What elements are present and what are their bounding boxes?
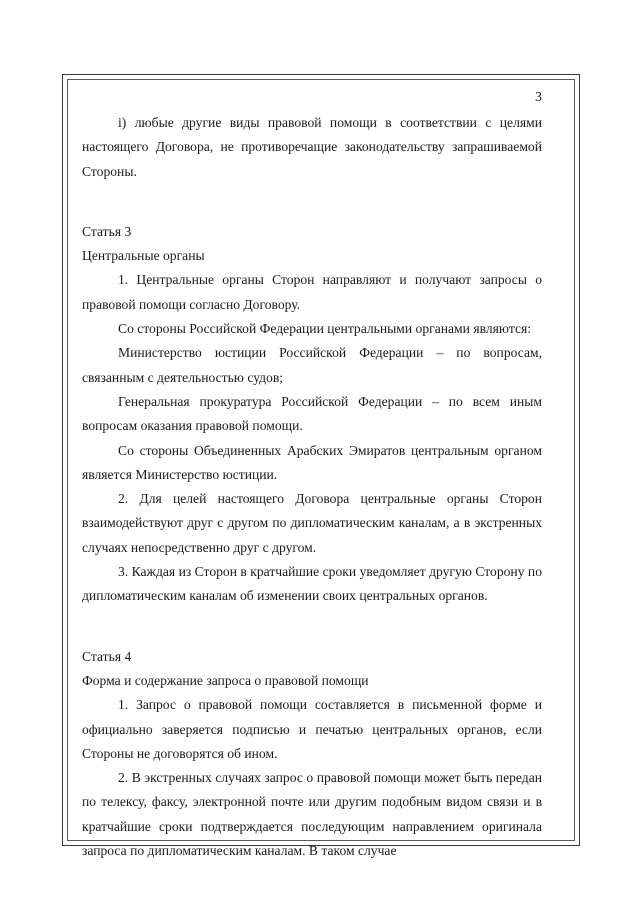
article-4-paragraph: 1. Запрос о правовой помощи составляется в письменной форме и официально заверяется подписью и печатью центральных органов, если Стороны не договорятся об ином.: [82, 697, 542, 761]
article-3-paragraph: 1. Центральные органы Сторон направляют и получают запросы о правовой помощи согласно Договору.: [82, 272, 542, 312]
intro-paragraph: i) любые другие виды правовой помощи в соответствии с целями настоящего Договора, не противоречащие законодательству запрашиваемой Стороны.: [82, 115, 542, 179]
article-4-title: Статья 4: [82, 648, 132, 664]
article-4-paragraph: 2. В экстренных случаях запрос о правовой помощи может быть передан по телексу, факсу, электронной почте или другим подобным видом связи и в кратчайшие сроки подтверждается последующим направлением оригинала запроса по дипломатическим каналам. В таком случае: [82, 770, 542, 859]
document-body: [82, 86, 542, 863]
article-3-title: Статья 3: [82, 223, 132, 239]
article-3-paragraph: 3. Каждая из Сторон в кратчайшие сроки уведомляет другую Сторону по дипломатическим каналам об изменении своих центральных органов.: [82, 564, 542, 604]
article-3-paragraph: Генеральная прокуратура Российской Федерации – по всем иным вопросам оказания правовой помощи.: [82, 393, 542, 434]
article-3-paragraph: Со стороны Российской Федерации центральными органами являются:: [118, 321, 532, 337]
article-3-paragraph: Со стороны Объединенных Арабских Эмиратов центральным органом является Министерство юстиции.: [82, 442, 542, 482]
article-3-subtitle: Центральные органы: [82, 248, 205, 264]
article-3-paragraph: 2. Для целей настоящего Договора центральные органы Сторон взаимодействуют друг с другом по дипломатическим каналам, а в экстренных случаях непосредственно друг с другом.: [82, 491, 542, 555]
page-number: 3: [535, 90, 542, 105]
article-4-subtitle: Форма и содержание запроса о правовой помощи: [82, 672, 369, 688]
article-3-paragraph: Министерство юстиции Российской Федерации – по вопросам, связанным с деятельностью судов;: [82, 345, 542, 385]
